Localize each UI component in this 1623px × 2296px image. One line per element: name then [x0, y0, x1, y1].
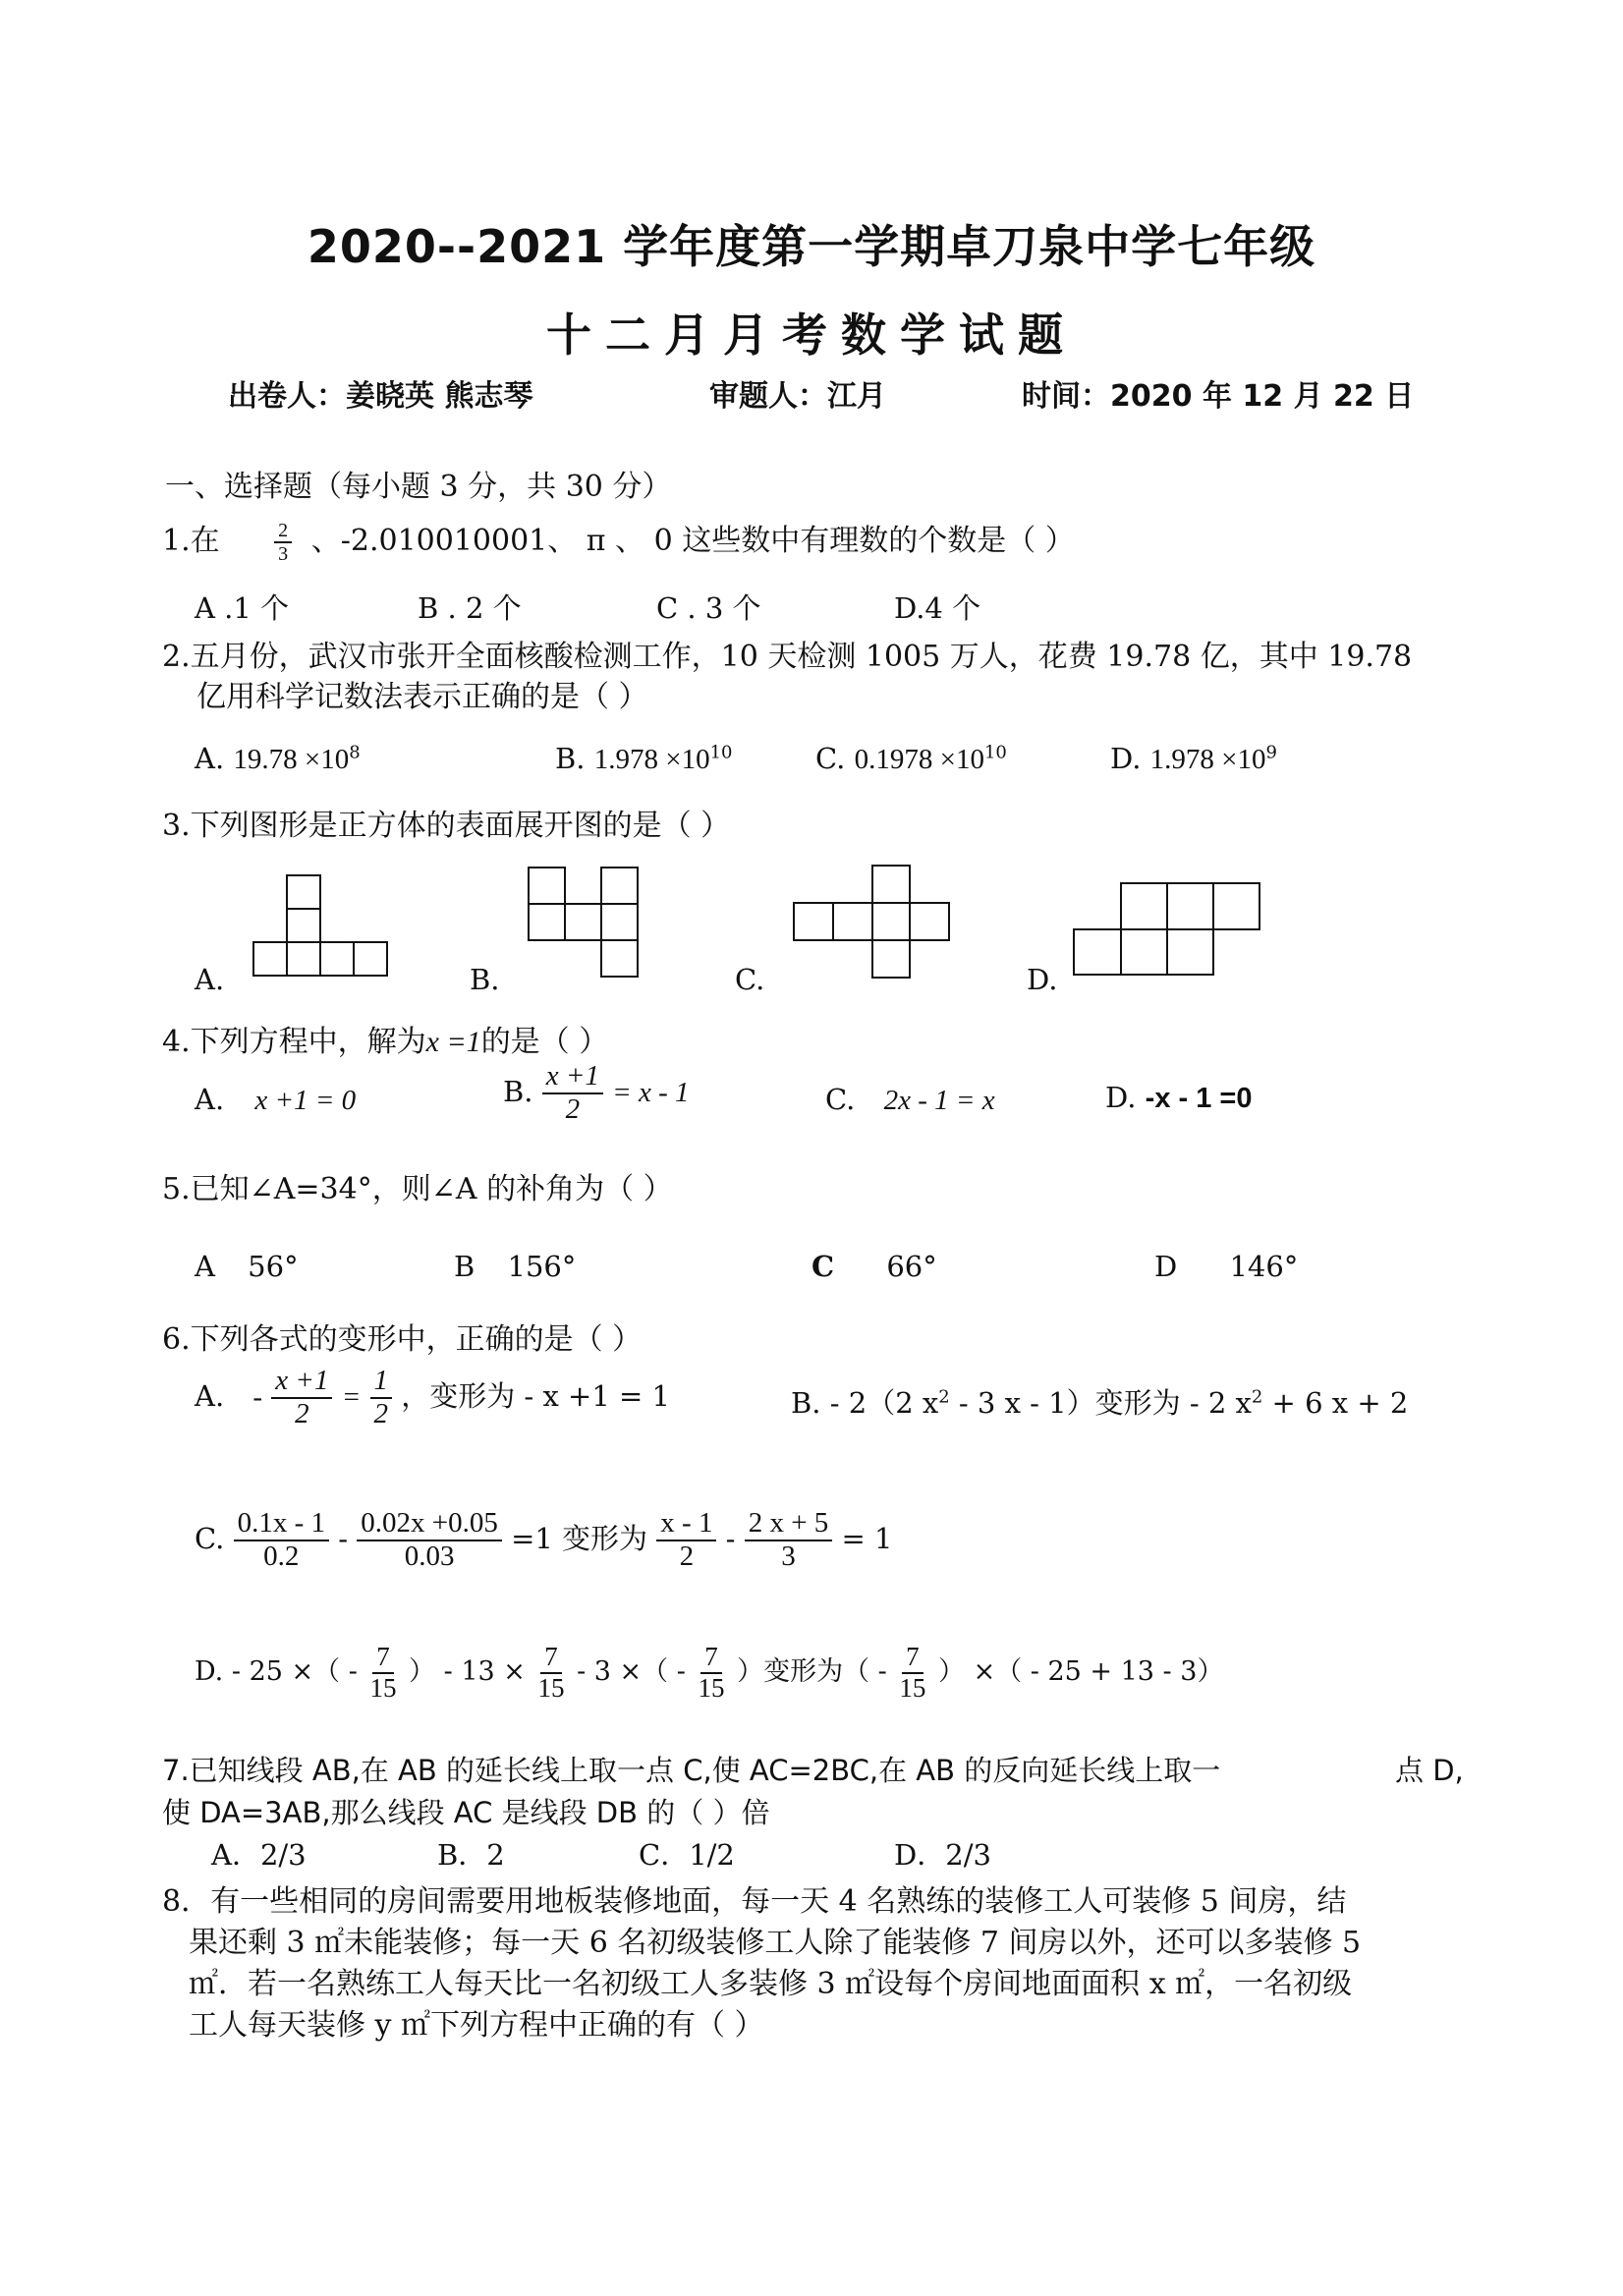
- q6-d-den2: 15: [537, 1672, 565, 1703]
- question-1: [162, 516, 1075, 565]
- q1-fraction: [274, 520, 292, 565]
- q6-d-den4: 15: [899, 1672, 926, 1703]
- q1-option-c: C . 3 个: [656, 591, 761, 625]
- question-6: 6.下列各式的变形中，正确的是（ ）: [162, 1322, 643, 1357]
- q4-suffix: 的是（ ）: [480, 1025, 609, 1059]
- q6-c-den1: 0.2: [263, 1540, 300, 1572]
- q4-condition: x =1: [425, 1026, 481, 1058]
- q1-option-b: B . 2 个: [418, 591, 522, 625]
- q1-frac-num: 2: [274, 520, 292, 543]
- q6-b-exp: 2: [938, 1386, 950, 1408]
- q7-option-a: A．2/3: [211, 1838, 307, 1872]
- q6-b-expr2: - 3 x - 1）变形为 - 2 x: [949, 1386, 1252, 1420]
- question-8-line4: 工人每天装修 y ㎡下列方程中正确的有（ ）: [189, 2008, 764, 2043]
- q6-d-part5: ） ×（ - 25 + 13 - 3）: [937, 1656, 1224, 1688]
- q3-label-d: D.: [1027, 963, 1058, 996]
- q4-d-expr: -x - 1 =0: [1145, 1083, 1253, 1114]
- q4-b-fraction: [542, 1061, 603, 1126]
- q1-option-d: D.4 个: [894, 591, 981, 625]
- q2-b-base: 1.978 ×10: [593, 744, 710, 775]
- q7-option-b: B．2: [437, 1838, 505, 1872]
- q3-label-c: C.: [735, 963, 765, 996]
- q6-d-part4: ）变形为（ -: [737, 1656, 887, 1688]
- q3-net-a: [253, 874, 396, 980]
- q7-option-c: C．1/2: [639, 1838, 735, 1872]
- q1-rest: 、-2.010010001、 π 、 0 这些数中有理数的个数是（ ）: [310, 524, 1075, 558]
- q4-prefix: 4.下列方程中，解为: [162, 1025, 426, 1059]
- question-8-line1: 8．有一些相同的房间需要用地板装修地面，每一天 4 名熟练的装修工人可装修 5 间房，结: [162, 1884, 1347, 1919]
- q4-b-rhs: = x - 1: [612, 1076, 690, 1108]
- q6-c-num3: x - 1: [656, 1508, 716, 1541]
- q6-c-minus1: -: [338, 1521, 349, 1555]
- question-5: 5.已知∠A=34°，则∠A 的补角为（ ）: [162, 1172, 673, 1206]
- q6-a-num2: 1: [370, 1366, 393, 1399]
- q5-a-value: 56°: [248, 1250, 299, 1283]
- exam-authors: 出卷人：姜晓英 熊志琴: [228, 379, 533, 414]
- q6-c-num1: 0.1x - 1: [234, 1508, 329, 1541]
- q5-a-label: A: [195, 1250, 215, 1283]
- question-8-line3: ㎡．若一名熟练工人每天比一名初级工人多装修 3 ㎡设每个房间地面面积 x ㎡，一名初级: [189, 1967, 1353, 2001]
- q5-b-value: 156°: [507, 1250, 577, 1283]
- q5-option-b: [454, 1250, 576, 1283]
- q6-b-label: B.: [791, 1386, 821, 1420]
- q3-label-b: B.: [470, 963, 500, 996]
- q2-c-label: C.: [815, 742, 846, 775]
- q5-d-value: 146°: [1229, 1250, 1299, 1283]
- q6-d-frac1: [365, 1643, 400, 1703]
- q6-a-label: A.: [195, 1378, 225, 1413]
- q1-option-a: A .1 个: [195, 591, 290, 625]
- q6-d-num3: 7: [700, 1643, 722, 1674]
- q2-option-b: [555, 742, 732, 776]
- q6-c-num2: 0.02x +0.05: [357, 1508, 502, 1541]
- q3-net-c: [794, 865, 956, 980]
- q6-d-frac4: [895, 1643, 929, 1703]
- q4-option-b: [503, 1061, 690, 1126]
- q6-c-frac1: [234, 1508, 329, 1573]
- q5-b-label: B: [454, 1250, 476, 1283]
- q6-d-num1: 7: [372, 1643, 394, 1674]
- q6-d-part1: - 25 ×（ -: [231, 1656, 358, 1688]
- q3-net-b: [529, 867, 646, 980]
- q6-d-den1: 15: [369, 1672, 397, 1703]
- q2-b-label: B.: [555, 742, 586, 775]
- q6-c-den4: 3: [781, 1540, 796, 1572]
- q6-c-label: C.: [195, 1521, 225, 1555]
- q4-d-label: D.: [1105, 1081, 1137, 1114]
- question-7-line1-tail: 点 D,: [1395, 1754, 1464, 1787]
- q4-c-label: C.: [825, 1083, 856, 1116]
- q6-c-num4: 2 x + 5: [745, 1508, 833, 1541]
- q2-option-d: [1110, 742, 1277, 776]
- q2-d-base: 1.978 ×10: [1149, 744, 1266, 775]
- q6-c-frac3: [656, 1508, 716, 1573]
- q6-c-tail: = 1: [841, 1521, 893, 1555]
- q4-b-num: x +1: [542, 1061, 603, 1094]
- q6-a-den2: 2: [373, 1397, 388, 1429]
- question-7-line1: 7.已知线段 AB,在 AB 的延长线上取一点 C,使 AC=2BC,在 AB 的反向延长线上取一: [162, 1754, 1221, 1787]
- q5-option-d: [1154, 1250, 1298, 1283]
- q6-b-expr: - 2（2 x: [829, 1386, 939, 1420]
- q2-a-base: 19.78 ×10: [233, 744, 350, 775]
- q5-option-a: [195, 1250, 299, 1283]
- q6-a-num1: x +1: [271, 1366, 332, 1399]
- q6-c-den2: 0.03: [404, 1540, 455, 1572]
- question-2-line1: 2.五月份，武汉市张开全面核酸检测工作，10 天检测 1005 万人，花费 19.78 亿，其中 19.78: [162, 640, 1413, 674]
- q6-option-b: [791, 1381, 1408, 1422]
- section-heading: 一、选择题（每小题 3 分，共 30 分）: [165, 470, 672, 504]
- q6-c-eq: =1 变形为: [511, 1521, 648, 1555]
- q4-a-expr: x +1 = 0: [254, 1085, 357, 1116]
- exam-reviewer: 审题人：江月: [709, 379, 886, 414]
- q6-d-num2: 7: [540, 1643, 562, 1674]
- q4-c-expr: 2x - 1 = x: [883, 1085, 995, 1116]
- q4-b-den: 2: [565, 1092, 581, 1125]
- q6-a-frac1: [271, 1366, 332, 1430]
- q4-a-label: A.: [195, 1083, 225, 1116]
- exam-time: 时间：2020 年 12 月 22 日: [1022, 379, 1415, 414]
- q2-a-exp: 8: [349, 742, 361, 763]
- q3-label-a: A.: [195, 963, 225, 996]
- q6-d-part2: ） - 13 ×: [409, 1656, 526, 1688]
- q6-a-tail: ，变形为 - x +1 = 1: [401, 1378, 670, 1413]
- q2-a-label: A.: [195, 742, 225, 775]
- q1-frac-den: 3: [278, 543, 289, 565]
- question-2-line2: 亿用科学记数法表示正确的是（ ）: [196, 680, 648, 714]
- question-3: 3.下列图形是正方体的表面展开图的是（ ）: [162, 809, 731, 843]
- q5-c-label: C: [812, 1250, 835, 1283]
- q4-option-d: [1105, 1081, 1252, 1115]
- q4-option-c: [825, 1083, 995, 1117]
- q6-d-num4: 7: [902, 1643, 923, 1674]
- q6-c-frac4: [745, 1508, 833, 1573]
- q6-b-exp2: 2: [1251, 1386, 1263, 1408]
- q6-d-label: D.: [195, 1656, 224, 1688]
- q2-d-label: D.: [1110, 742, 1142, 775]
- q3-net-d: [1074, 882, 1265, 980]
- q6-d-frac3: [694, 1643, 728, 1703]
- q2-b-exp: 10: [709, 742, 733, 763]
- q7-option-d: D．2/3: [894, 1838, 991, 1872]
- q6-option-d: [195, 1643, 1223, 1703]
- q6-option-c: [195, 1508, 893, 1573]
- q6-b-tail: + 6 x + 2: [1262, 1386, 1409, 1420]
- q6-a-minus: -: [252, 1380, 263, 1413]
- q4-b-label: B.: [503, 1074, 533, 1108]
- q6-c-frac2: [357, 1508, 502, 1573]
- q6-c-den3: 2: [679, 1540, 695, 1572]
- q1-prefix: 1.在: [162, 524, 220, 558]
- q6-d-den3: 15: [698, 1672, 725, 1703]
- question-8-line2: 果还剩 3 ㎡未能装修；每一天 6 名初级装修工人除了能装修 7 间房以外，还可以多装修 5: [189, 1926, 1362, 1960]
- q4-option-a: [195, 1083, 356, 1117]
- q5-option-c: [812, 1250, 937, 1283]
- q5-d-label: D: [1154, 1250, 1178, 1283]
- q5-c-value: 66°: [886, 1250, 937, 1283]
- exam-title-line2: 十二月月考数学试题: [546, 308, 1077, 362]
- q6-d-frac2: [534, 1643, 569, 1703]
- q6-option-a: [195, 1366, 670, 1430]
- q6-a-eq: =: [341, 1380, 362, 1413]
- q2-c-exp: 10: [983, 742, 1007, 763]
- question-4: [162, 1017, 608, 1060]
- q6-a-den1: 2: [295, 1397, 309, 1429]
- q6-a-frac2: [370, 1366, 393, 1430]
- q2-d-exp: 9: [1265, 742, 1277, 763]
- q2-option-c: [815, 742, 1007, 776]
- exam-title-line1: 2020--2021 学年度第一学期卓刀泉中学七年级: [307, 220, 1316, 273]
- q2-c-base: 0.1978 ×10: [854, 744, 984, 775]
- q6-c-minus2: -: [725, 1521, 736, 1555]
- q2-option-a: [195, 742, 361, 776]
- q6-d-part3: - 3 ×（ -: [577, 1656, 686, 1688]
- question-7-line2: 使 DA=3AB,那么线段 AC 是线段 DB 的（ ）倍: [162, 1796, 770, 1829]
